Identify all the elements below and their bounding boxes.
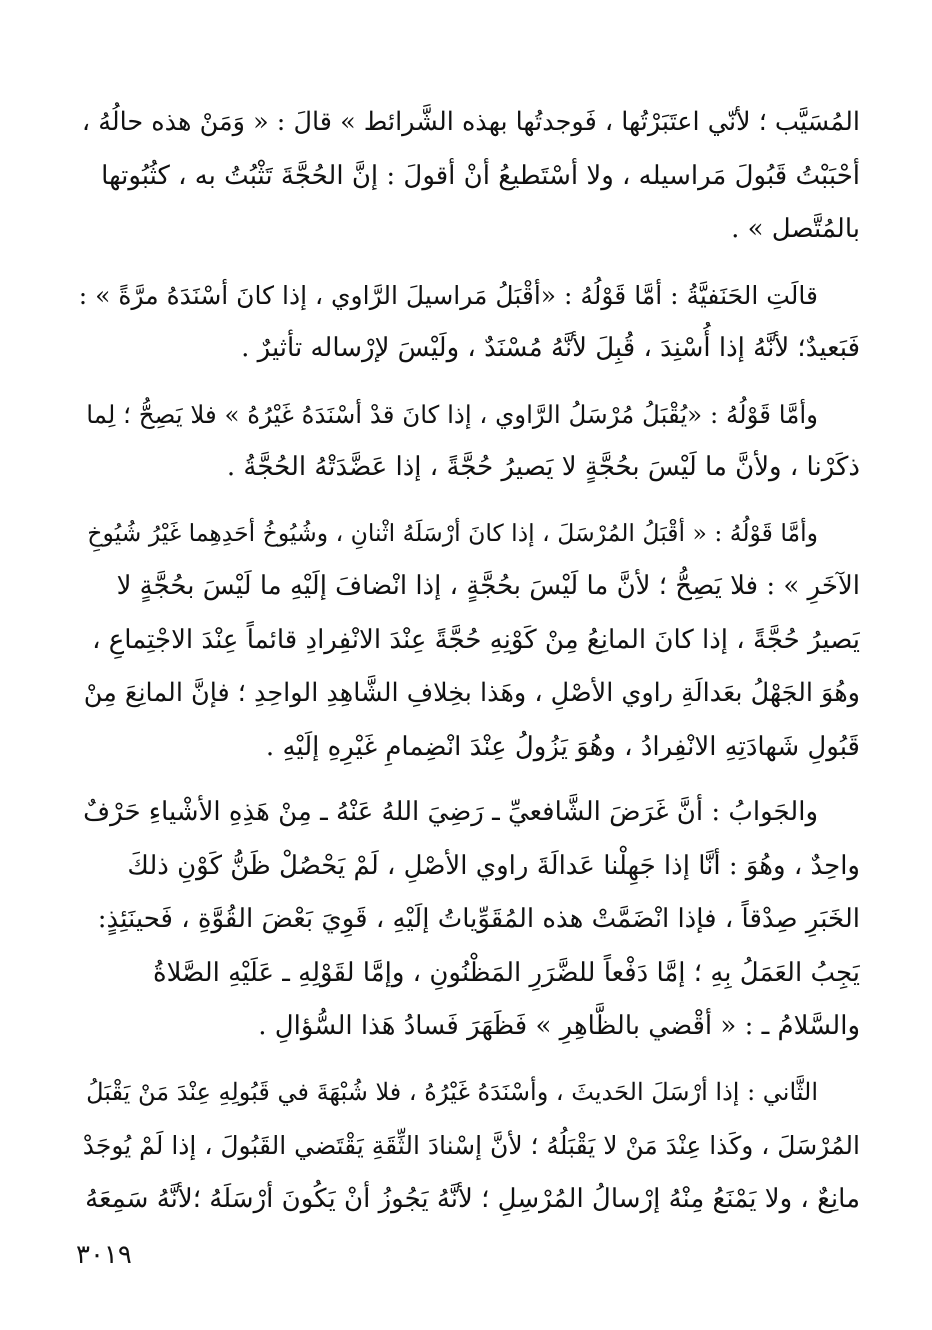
text-line: الآخَرِ » : فلا يَصِحُّ ؛ لأنَّ ما لَيْسَ بحُجَّةٍ ، إذا انْضافَ إلَيْهِ ما لَيْسَ بحُجَّةٍ لا <box>116 571 860 601</box>
paragraph <box>74 507 860 775</box>
text-line: المُسَيَّب ؛ لأنّي اعتَبَرْتُها ، فَوجدتُها بهذه الشَّرائط » قالَ : « وَمَنْ هذه حالُهُ ، <box>81 107 860 137</box>
text-line: قَبُولِ شَهادَتِهِ الانْفِرادُ ، وهُوَ يَزُولُ عِنْدَ انْضِمامِ غَيْرِهِ إلَيْهِ . <box>265 731 860 762</box>
text-line: يَجِبُ العَمَلُ بِهِ ؛ إمَّا دَفْعاً للضَّرَرِ المَظْنُونِ ، وإمَّا لقَوْلِهِ ـ عَلَيْهِ الصَّلاةُ <box>153 957 860 988</box>
text-line: قالَتِ الحَنَفيَّةُ : أمَّا قَوْلُهُ : «أقْبَلُ مَراسيلَ الرَّاوي ، إذا كانَ أسْنَدَهُ مرَّةً » : <box>78 280 818 310</box>
text-line: الخَبَرِ صِدْقاً ، فإذا انْضَمَّتْ هذه المُقَوِّياتُ إلَيْهِ ، قَوِيَ بَعْضَ القُوَّةِ ، فَحينَئِذٍ: <box>97 904 860 934</box>
text-line: وهُوَ الجَهْلُ بعَدالَةِ راوي الأصْلِ ، وهَذا بخِلافِ الشَّاهِدِ الواحِدِ ؛ فإنَّ المانِعَ مِنْ <box>83 678 860 708</box>
text-line: والسَّلامُ ـ : « أقْضي بالظَّاهِرِ » فَظَهَرَ فَسادُ هَذا السُّؤالِ . <box>258 1011 860 1041</box>
text-line: المُرْسَلَ ، وكَذا عِنْدَ مَنْ لا يَقْبَلُهُ ؛ لأنَّ إسْنادَ الثِّقَةِ يَقْتَضي القَبُولَ ، إذا لَمْ يُوجَدْ <box>82 1131 860 1160</box>
text-line: واحِدٌ ، وهُوَ : أنَّا إذا جَهِلْنا عَدالَةَ راوي الأصْلِ ، لَمْ يَحْصُلْ ظَنُّ كَوْنِ ذلكَ <box>127 850 860 881</box>
text-line: بالمُتَّصل » . <box>731 214 860 244</box>
text-line: ذكَرْنا ، ولأنَّ ما لَيْسَ بحُجَّةٍ لا يَصيرُ حُجَّةً ، إذا عَضَّدَتْهُ الحُجَّةُ . <box>226 452 860 482</box>
paragraph <box>74 786 860 1054</box>
text-line: وأمَّا قَوْلُهُ : «يُقْبَلُ مُرْسَلُ الرَّاوي ، إذا كانَ قدْ أسْنَدَهُ غَيْرُهُ » فلا يَصِحُّ ؛ لِما <box>86 399 818 429</box>
text-line: أحْبَبْتُ قَبُولَ مَراسيله ، ولا أسْتَطيعُ أنْ أقولَ : إنَّ الحُجَّةَ تَثْبُتُ به ، كثُبُوتها <box>101 160 860 191</box>
page-number: ٣٠١٩ <box>76 1240 132 1270</box>
paragraph <box>74 269 860 376</box>
paragraph <box>74 96 860 257</box>
document-body <box>74 96 860 1238</box>
text-line: وأمَّا قَوْلُهُ : « أقْبَلُ المُرْسَلَ ، إذا كانَ أرْسَلَهُ اثْنانِ ، وشُيُوخُ أحَدِهِما غَيْرُ شُيُوخِ <box>87 518 818 547</box>
paragraph <box>74 388 860 495</box>
text-line: والجَوابُ : أنَّ غَرَضَ الشَّافعيِّ ـ رَضِيَ اللهُ عَنْهُ ـ مِنْ هَذِهِ الأشْياءِ حَرْفٌ <box>83 797 818 827</box>
text-line: الثَّاني : إذا أرْسَلَ الحَديثَ ، وأسْنَدَهُ غَيْرُهُ ، فلا شُبْهَةَ في قَبُولِهِ عِنْدَ مَنْ يَقْبَلُ <box>86 1077 818 1106</box>
text-line: يَصيرُ حُجَّةً ، إذا كانَ المانِعُ مِنْ كَوْنِهِ حُجَّةً عِنْدَ الانْفِرادِ قائماً عِنْدَ الاجْتِماعِ ، <box>92 624 860 655</box>
paragraph <box>74 1066 860 1227</box>
text-line: فَبَعيدٌ؛ لأنَّهُ إذا أُسْنِدَ ، قُبِلَ لأنَّهُ مُسْنَدٌ ، ولَيْسَ لإرْساله تأثيرٌ . <box>241 333 860 363</box>
text-line: مانِعٌ ، ولا يَمْنَعُ مِنْهُ إرْسالُ المُرْسِلِ ؛ لأنَّهُ يَجُوزُ أنْ يَكُونَ أرْسَلَهُ ؛لأنَّهُ سَمِعَهُ <box>85 1183 860 1214</box>
